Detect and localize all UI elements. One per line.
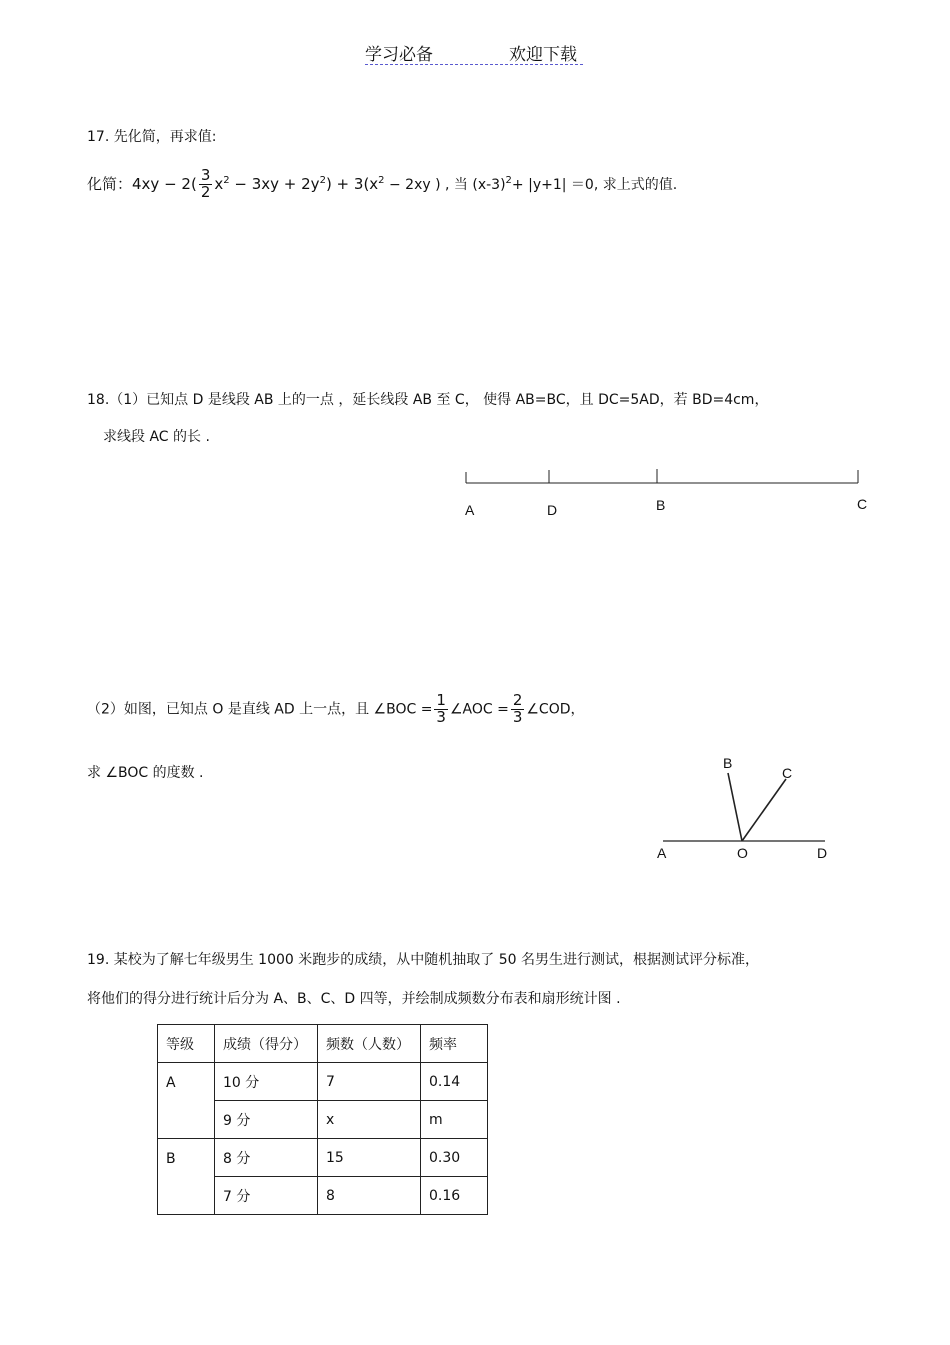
- table-header-row: [158, 1025, 488, 1063]
- table-header-cell: 成绩（得分）: [215, 1025, 318, 1063]
- header-right-text: 欢迎下载: [509, 45, 577, 65]
- table-cell-freq: x: [318, 1101, 421, 1139]
- angle-label-o: O: [737, 845, 748, 861]
- q18-line1: 18.（1）已知点 D 是线段 AB 上的一点 ，延长线段 AB 至 C， 使得 AB=BC，且 DC=5AD，若 BD=4cm，: [87, 392, 769, 408]
- angle-diagram: [655, 770, 835, 850]
- header-left-text: 学习必备: [365, 45, 433, 65]
- table-cell-score: 10 分: [215, 1063, 318, 1101]
- point-label-a: A: [465, 502, 475, 518]
- q19-line2: 将他们的得分进行统计后分为 A、B、C、D 四等，并绘制成频数分布表和扇形统计图 .: [87, 991, 621, 1007]
- q18-frac2-den: 3: [512, 707, 523, 726]
- page-header: [365, 40, 583, 65]
- q18-part2-prefix: （2）如图，已知点 O 是直线 AD 上一点，且 ∠BOC =: [87, 701, 433, 718]
- q17-frac-den: 2: [200, 182, 211, 201]
- q18-part2-end: ∠COD，: [526, 701, 585, 718]
- table-header-cell: 频数（人数）: [318, 1025, 421, 1063]
- table-cell-score: 9 分: [215, 1101, 318, 1139]
- q18-frac2-num: 2: [512, 691, 523, 709]
- table-cell-score: 8 分: [215, 1139, 318, 1177]
- q18-line2: 求线段 AC 的长 .: [103, 429, 210, 445]
- angle-label-d: D: [817, 845, 828, 861]
- q19-line1: 19. 某校为了解七年级男生 1000 米跑步的成绩，从中随机抽取了 50 名男生进行测试，根据测试评分标准，: [87, 952, 759, 968]
- table-cell-freq: 15: [318, 1139, 421, 1177]
- angle-label-b: B: [723, 755, 733, 771]
- table-cell-freq: 7: [318, 1063, 421, 1101]
- table-cell-rate: 0.16: [421, 1177, 488, 1215]
- q17-expr-a: x: [214, 174, 224, 193]
- q17-expr-c: ) + 3(x: [325, 174, 379, 193]
- table-row: [158, 1139, 488, 1177]
- point-label-d: D: [547, 502, 558, 518]
- q17-prefix: 化简：4xy − 2(: [87, 174, 197, 193]
- table-header-cell: 频率: [421, 1025, 488, 1063]
- table-cell-grade: B: [158, 1139, 215, 1215]
- q17-sup4: 2: [505, 174, 512, 186]
- point-label-c: C: [857, 496, 868, 512]
- segment-diagram: [460, 466, 870, 486]
- q17-expr-e: + |y+1| ＝0, 求上式的值.: [511, 176, 678, 193]
- table-cell-grade: A: [158, 1063, 215, 1139]
- table-cell-score: 7 分: [215, 1177, 318, 1215]
- q18-frac1-den: 3: [436, 707, 446, 726]
- q17-sup2: 2: [319, 174, 326, 186]
- ray-ob: [728, 773, 742, 841]
- q18-frac1-num: 1: [436, 691, 446, 709]
- q17-frac-num: 3: [200, 166, 211, 184]
- q18-frac2: [511, 693, 525, 726]
- ray-oc: [742, 779, 786, 841]
- q17-expr-d: − 2xy ) , 当 (x-3): [384, 176, 506, 193]
- frequency-table: [157, 1024, 488, 1215]
- q17-sup3: 2: [378, 174, 385, 186]
- q17-sup1: 2: [223, 174, 230, 186]
- table-row: [158, 1063, 488, 1101]
- q18-part2-mid: ∠AOC =: [449, 701, 509, 718]
- point-label-b: B: [656, 497, 666, 513]
- table-cell-rate: m: [421, 1101, 488, 1139]
- q17-expression: [87, 168, 677, 201]
- q18-part2-question: 求 ∠BOC 的度数 .: [87, 765, 204, 781]
- q18-frac1: [434, 693, 448, 726]
- table-cell-rate: 0.14: [421, 1063, 488, 1101]
- table-cell-freq: 8: [318, 1177, 421, 1215]
- q17-title: 17. 先化简，再求值:: [87, 129, 217, 145]
- table-header-cell: 等级: [158, 1025, 215, 1063]
- q17-expr-b: − 3xy + 2y: [229, 174, 320, 193]
- angle-label-c: C: [782, 765, 793, 781]
- q17-fraction: [199, 168, 213, 201]
- angle-label-a: A: [657, 845, 667, 861]
- q18-part2-statement: [87, 693, 585, 726]
- table-cell-rate: 0.30: [421, 1139, 488, 1177]
